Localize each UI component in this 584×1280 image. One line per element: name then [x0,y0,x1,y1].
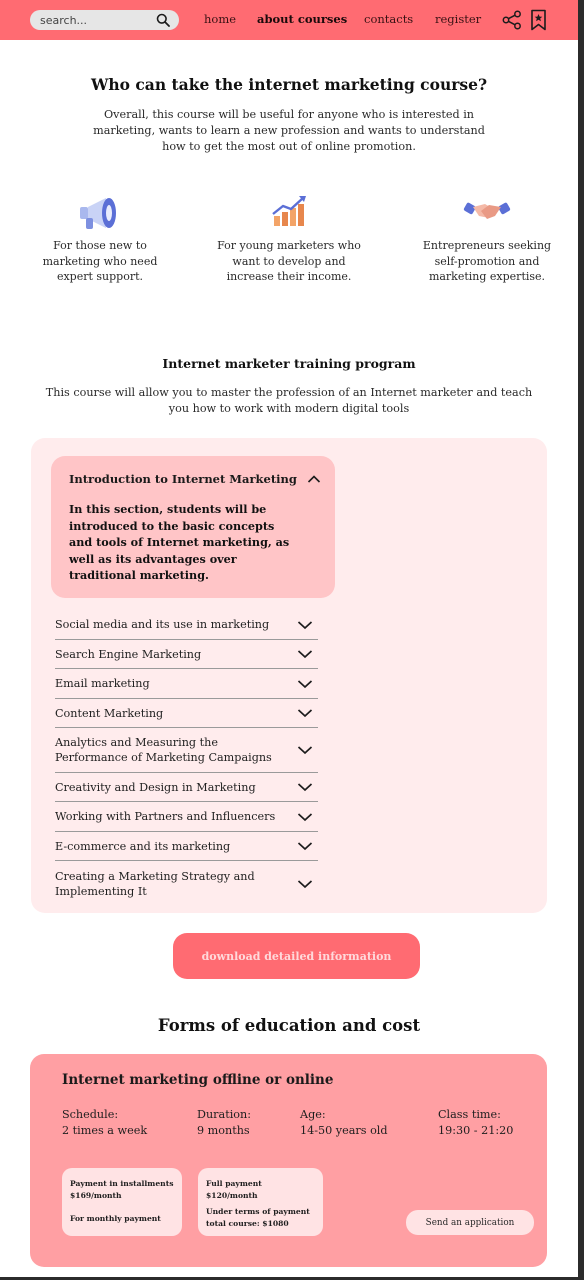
accordion-item-label: Analytics and Measuring the Performance of Marketing Campaigns [55,736,272,764]
course-offer-card [30,1054,547,1267]
chevron-down-icon[interactable] [297,620,313,630]
installments-note: For monthly payment [70,1214,161,1223]
accordion-item-label: E-commerce and its marketing [55,839,231,853]
chevron-down-icon[interactable] [297,745,313,755]
nav-register[interactable]: register [435,12,482,26]
duration-value: 9 months [197,1124,250,1137]
audience-title: Who can take the internet marketing course? [90,75,488,94]
accordion-item-label: Email marketing [55,677,150,690]
chevron-down-icon[interactable] [297,879,313,889]
schedule-label: Schedule: [62,1108,119,1121]
accordion-item-label: Creating a Marketing Strategy and Implementing It [55,869,255,898]
chevron-down-icon[interactable] [297,841,313,851]
accordion-item[interactable] [55,669,318,699]
age-value: 14-50 years old [300,1124,388,1137]
age-label: Age: [300,1108,326,1121]
chevron-down-icon[interactable] [297,708,313,718]
search-input[interactable] [40,14,148,27]
nav-home[interactable]: home [204,12,237,26]
class-time-label: Class time: [438,1108,501,1121]
audience-item-entrepreneurs [412,192,562,285]
full-payment-title: Full payment [206,1179,262,1188]
bookmark-icon[interactable] [530,9,547,31]
search-box[interactable] [30,10,179,30]
audience-intro: Overall, this course will be useful for anyone who is interested in marketing, wants to learn a new profession and wants to understand how to get the most out of online promotion. [93,108,485,153]
installments-card[interactable] [62,1168,182,1236]
duration-label: Duration: [197,1108,251,1121]
installments-price: $169/month [70,1191,122,1200]
accordion-list [55,610,318,906]
schedule-value: 2 times a week [62,1124,148,1137]
cost-title: Forms of education and cost [157,1016,421,1035]
send-application-button[interactable]: Send an application [406,1210,534,1235]
chevron-down-icon[interactable] [297,679,313,689]
accordion-item[interactable] [55,610,318,640]
top-navbar [0,0,578,40]
accordion-item-open[interactable] [51,456,335,598]
full-payment-card[interactable] [198,1168,323,1236]
audience-text-entrepreneurs: Entrepreneurs seeking self-promotion and marketing expertise. [422,239,552,283]
window-border-right [578,0,584,1280]
age-info [300,1107,388,1139]
accordion-item[interactable] [55,802,318,832]
accordion-item-label: Search Engine Marketing [55,647,202,661]
chevron-up-icon[interactable] [307,474,321,484]
accordion-item[interactable] [55,728,318,773]
accordion-item-label: Content Marketing [55,706,164,720]
audience-item-beginners [25,192,175,285]
audience-text-beginners: For those new to marketing who need expert support. [42,239,158,283]
accordion-item[interactable] [55,861,318,906]
full-payment-price: $120/month [206,1191,258,1200]
accordion-item[interactable] [55,699,318,728]
audience-text-young-marketers: For young marketers who want to develop and increase their income. [217,239,361,283]
chevron-down-icon[interactable] [297,649,313,659]
share-icon[interactable] [502,10,522,30]
class-time-info [438,1107,513,1139]
schedule-info [62,1107,147,1139]
chevron-down-icon[interactable] [297,812,313,822]
full-payment-note: Under terms of payment total course: $1080 [206,1207,310,1228]
audience-item-young-marketers [214,192,364,285]
accordion-item[interactable] [55,773,318,802]
accordion-open-title: Introduction to Internet Marketing [69,472,297,486]
growth-chart-icon [265,192,313,232]
download-info-button[interactable]: download detailed information [173,933,420,979]
accordion-item[interactable] [55,640,318,669]
accordion-item-label: Creativity and Design in Marketing [55,780,256,794]
nav-about-courses[interactable]: about courses [257,12,348,26]
accordion-item[interactable] [55,832,318,861]
accordion-item-label: Social media and its use in marketing [55,618,270,631]
installments-title: Payment in installments [70,1179,174,1188]
chevron-down-icon[interactable] [297,782,313,792]
search-icon[interactable] [156,13,170,27]
offer-title: Internet marketing offline or online [62,1072,334,1088]
class-time-value: 19:30 - 21:20 [438,1124,514,1137]
program-intro: This course will allow you to master the profession of an Internet marketer and teach you how to work with modern digital tools [45,386,533,415]
accordion-item-label: Working with Partners and Influencers [55,810,276,823]
megaphone-icon [76,192,124,232]
handshake-icon [463,192,511,232]
duration-info [197,1107,251,1139]
accordion-open-body: In this section, students will be introduced to the basic concepts and tools of Internet marketing, as well as its advantages over traditional marketing. [69,502,290,583]
program-title: Internet marketer training program [162,356,416,371]
nav-contacts[interactable]: contacts [364,12,414,26]
